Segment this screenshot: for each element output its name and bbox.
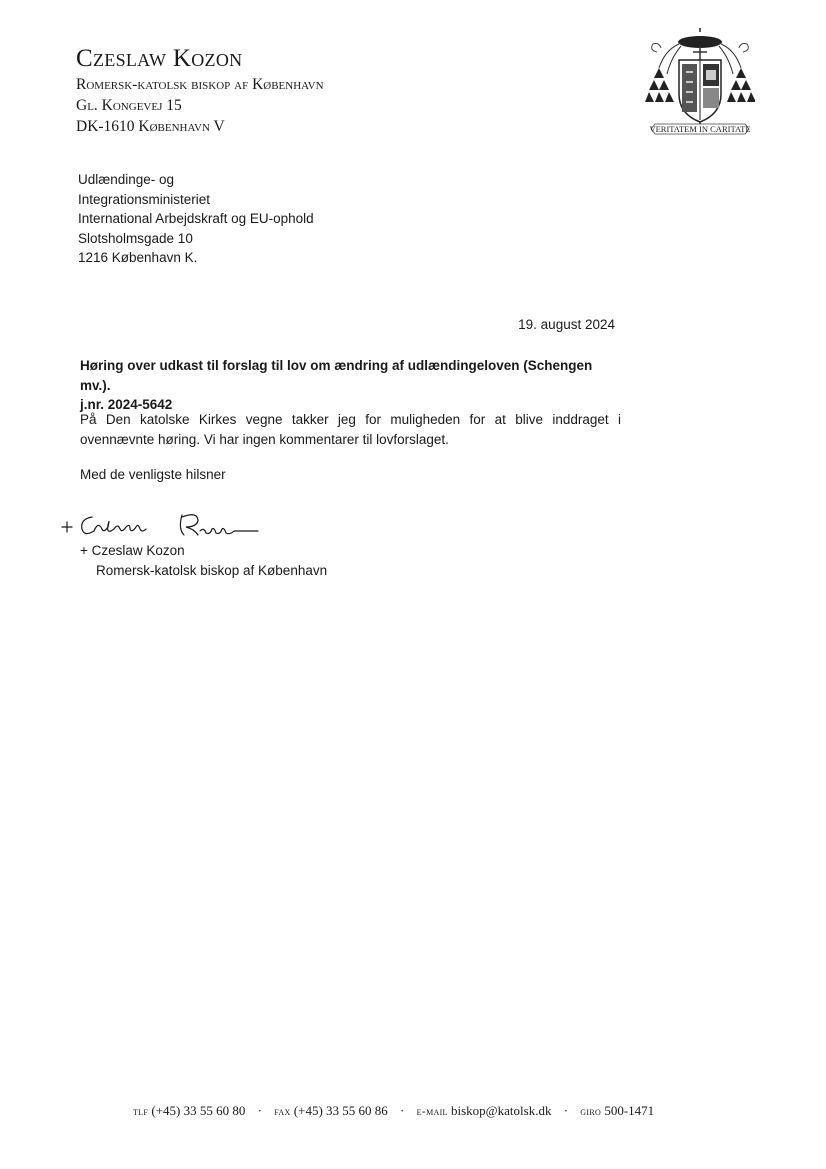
footer-separator: · [257, 1103, 262, 1118]
signer-block [80, 541, 327, 580]
recipient-line: Slotsholmsgade 10 [78, 230, 193, 246]
email-address: biskop@katolsk.dk [451, 1103, 552, 1118]
case-number: j.nr. 2024-5642 [80, 397, 173, 412]
footer-contact [133, 1103, 733, 1119]
footer-separator: · [400, 1103, 405, 1118]
fax-label: fax [274, 1104, 291, 1118]
sender-name: Czeslaw Kozon [76, 45, 243, 72]
motto: VERITATEM IN CARITATE [649, 124, 751, 134]
recipient-line: International Arbejdskraft og EU-ophold [78, 211, 314, 226]
recipient-line: Integrationsministeriet [78, 191, 211, 207]
recipient-line: 1216 København K. [78, 250, 198, 265]
recipient-line: Udlændinge- og [78, 172, 175, 187]
fax-number: (+45) 33 55 60 86 [293, 1103, 388, 1118]
body-paragraph: På Den katolske Kirkes vegne takker jeg for muligheden for at blive inddraget i ovennævnte høring. Vi har ingen kommentarer til lovforslaget. [80, 412, 621, 447]
phone-number: (+45) 33 55 60 80 [151, 1103, 246, 1118]
letter-date: 19. august 2024 [518, 317, 615, 332]
coat-of-arms-icon [645, 28, 755, 140]
footer-separator: · [563, 1103, 569, 1118]
sender-city: DK-1610 København V [76, 118, 225, 135]
handwritten-signature [58, 505, 268, 545]
phone-label: tlf [133, 1104, 149, 1118]
giro-label: giro [580, 1104, 602, 1118]
sender-street: Gl. Kongevej 15 [76, 97, 182, 114]
subject [80, 356, 625, 415]
letterhead [76, 44, 324, 137]
signer-title: Romersk-katolsk biskop af København [96, 562, 328, 578]
sender-title: Romersk-katolsk biskop af København [76, 76, 324, 93]
closing: Med de venligste hilsner [80, 467, 226, 482]
subject-line: Høring over udkast til forslag til lov om ændring af udlændingeloven (Schengen mv.). [80, 358, 593, 393]
signer-name: + Czeslaw Kozon [80, 543, 185, 558]
giro-number: 500-1471 [604, 1103, 655, 1118]
recipient-address [78, 170, 314, 268]
email-label: e-mail [416, 1104, 448, 1118]
